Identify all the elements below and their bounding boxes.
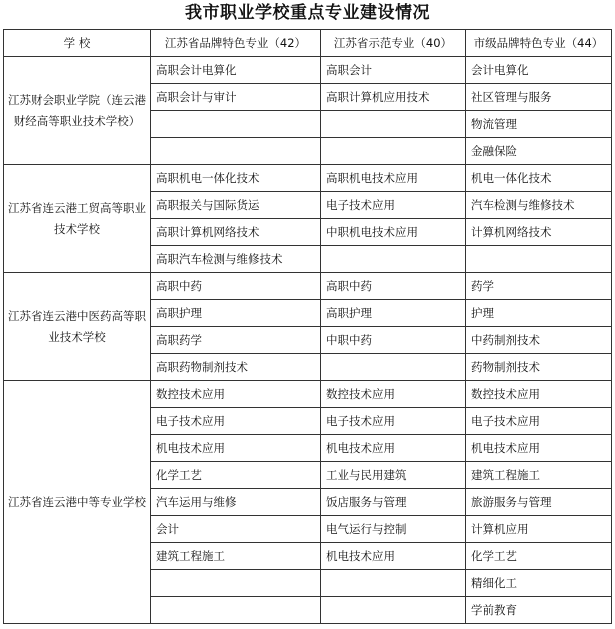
- header-school: 学 校: [4, 30, 151, 57]
- major-cell: [321, 354, 466, 381]
- major-cell: 旅游服务与管理: [466, 489, 612, 516]
- major-cell: [321, 597, 466, 624]
- table-row: [4, 165, 612, 192]
- major-cell: 工业与民用建筑: [321, 462, 466, 489]
- major-cell: 社区管理与服务: [466, 84, 612, 111]
- major-cell: [151, 138, 321, 165]
- major-cell: 护理: [466, 300, 612, 327]
- major-cell: 高职中药: [321, 273, 466, 300]
- major-cell: 机电技术应用: [151, 435, 321, 462]
- major-cell: 药学: [466, 273, 612, 300]
- major-cell: 计算机网络技术: [466, 219, 612, 246]
- header-row: [4, 30, 612, 57]
- major-cell: 高职护理: [151, 300, 321, 327]
- major-cell: 高职会计与审计: [151, 84, 321, 111]
- major-cell: 高职汽车检测与维修技术: [151, 246, 321, 273]
- major-cell: 高职报关与国际货运: [151, 192, 321, 219]
- major-cell: 高职计算机应用技术: [321, 84, 466, 111]
- major-cell: [321, 111, 466, 138]
- major-cell: 精细化工: [466, 570, 612, 597]
- major-cell: 高职中药: [151, 273, 321, 300]
- table-row: [4, 381, 612, 408]
- school-name: 江苏省连云港工贸高等职业技术学校: [4, 165, 151, 273]
- major-cell: 中职机电技术应用: [321, 219, 466, 246]
- page-title: 我市职业学校重点专业建设情况: [185, 3, 430, 23]
- major-cell: 电子技术应用: [466, 408, 612, 435]
- major-cell: 机电一体化技术: [466, 165, 612, 192]
- major-cell: 高职机电一体化技术: [151, 165, 321, 192]
- major-cell: 饭店服务与管理: [321, 489, 466, 516]
- major-cell: [151, 597, 321, 624]
- table-row: [4, 57, 612, 84]
- major-cell: 电子技术应用: [321, 408, 466, 435]
- major-cell: 数控技术应用: [466, 381, 612, 408]
- major-cell: 物流管理: [466, 111, 612, 138]
- major-cell: 汽车检测与维修技术: [466, 192, 612, 219]
- major-cell: 电子技术应用: [151, 408, 321, 435]
- table-row: [4, 273, 612, 300]
- major-cell: 化学工艺: [466, 543, 612, 570]
- major-cell: 化学工艺: [151, 462, 321, 489]
- majors-table: [3, 29, 612, 624]
- major-cell: 机电技术应用: [466, 435, 612, 462]
- header-city-brand: 市级品牌特色专业（44）: [466, 30, 612, 57]
- school-name: 江苏省连云港中医药高等职业技术学校: [4, 273, 151, 381]
- major-cell: 汽车运用与维修: [151, 489, 321, 516]
- major-cell: [466, 246, 612, 273]
- major-cell: 高职药物制剂技术: [151, 354, 321, 381]
- major-cell: 建筑工程施工: [466, 462, 612, 489]
- major-cell: 高职会计电算化: [151, 57, 321, 84]
- major-cell: 会计: [151, 516, 321, 543]
- major-cell: 高职机电技术应用: [321, 165, 466, 192]
- major-cell: 电子技术应用: [321, 192, 466, 219]
- major-cell: 会计电算化: [466, 57, 612, 84]
- table-body: [4, 57, 612, 624]
- major-cell: [151, 111, 321, 138]
- major-cell: 药物制剂技术: [466, 354, 612, 381]
- major-cell: 计算机应用: [466, 516, 612, 543]
- major-cell: [151, 570, 321, 597]
- major-cell: 中药制剂技术: [466, 327, 612, 354]
- header-provincial-demo: 江苏省示范专业（40）: [321, 30, 466, 57]
- major-cell: 高职护理: [321, 300, 466, 327]
- major-cell: 机电技术应用: [321, 543, 466, 570]
- major-cell: 高职计算机网络技术: [151, 219, 321, 246]
- major-cell: 高职会计: [321, 57, 466, 84]
- major-cell: 学前教育: [466, 597, 612, 624]
- major-cell: 数控技术应用: [151, 381, 321, 408]
- major-cell: 电气运行与控制: [321, 516, 466, 543]
- major-cell: 中职中药: [321, 327, 466, 354]
- major-cell: 高职药学: [151, 327, 321, 354]
- major-cell: 金融保险: [466, 138, 612, 165]
- major-cell: [321, 246, 466, 273]
- school-name: 江苏省连云港中等专业学校: [4, 381, 151, 624]
- school-name: 江苏财会职业学院（连云港财经高等职业技术学校）: [4, 57, 151, 165]
- major-cell: [321, 570, 466, 597]
- major-cell: 建筑工程施工: [151, 543, 321, 570]
- major-cell: 数控技术应用: [321, 381, 466, 408]
- header-provincial-brand: 江苏省品牌特色专业（42）: [151, 30, 321, 57]
- major-cell: 机电技术应用: [321, 435, 466, 462]
- major-cell: [321, 138, 466, 165]
